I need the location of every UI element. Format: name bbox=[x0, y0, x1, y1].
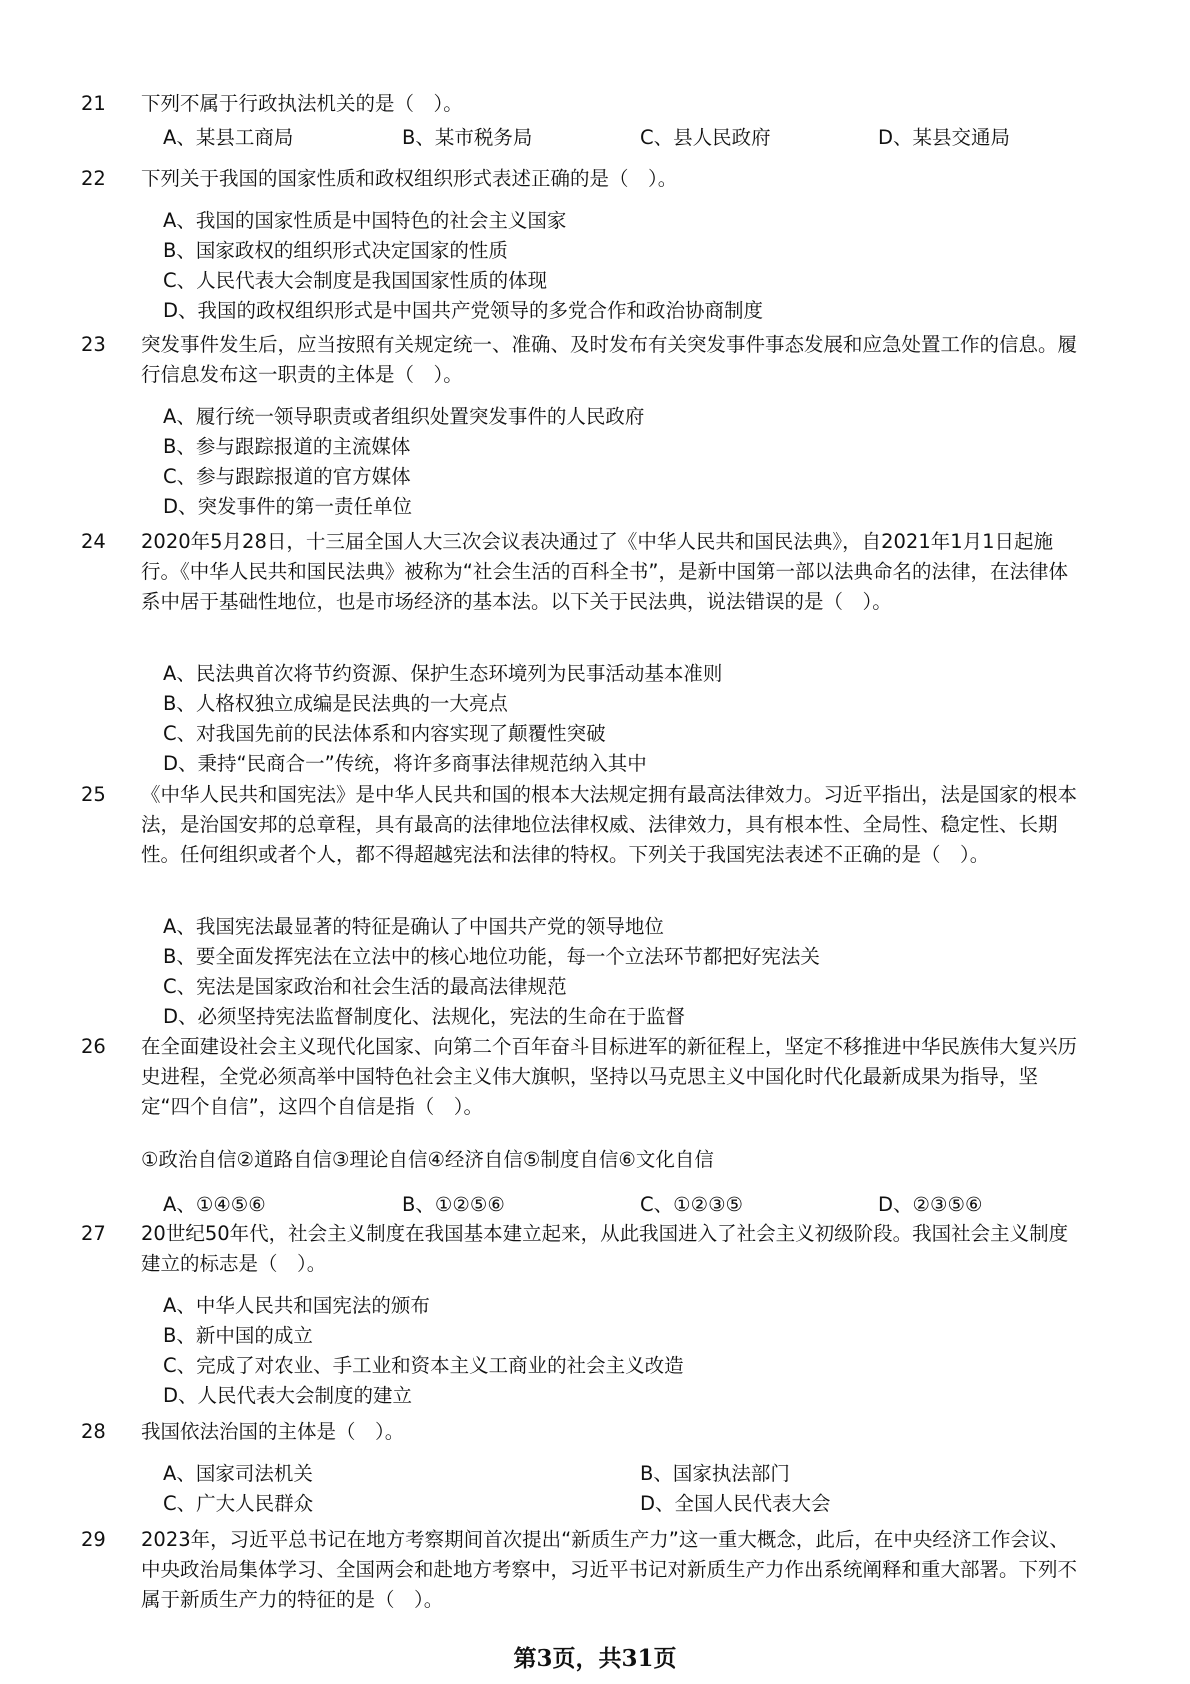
question-stem: 在全面建设社会主义现代化国家、向第二个百年奋斗目标进军的新征程上，坚定不移推进中华民族伟大复兴历史进程，全党必须高举中国特色社会主义伟大旗帜，坚持以马克思主义中国化时代化最新成果为指导，坚定“四个自信”，这四个自信是指（ ）。 bbox=[141, 1035, 1078, 1118]
option-c: C、广大人民群众 bbox=[163, 1492, 314, 1515]
option-a: A、国家司法机关 bbox=[163, 1462, 313, 1485]
option-a: A、中华人民共和国宪法的颁布 bbox=[163, 1294, 430, 1317]
option-c: C、县人民政府 bbox=[640, 126, 771, 149]
question-stem: 下列关于我国的国家性质和政权组织形式表述正确的是（ ）。 bbox=[141, 167, 678, 190]
option-a: A、我国的国家性质是中国特色的社会主义国家 bbox=[163, 209, 567, 232]
option-d: D、②③⑤⑥ bbox=[878, 1193, 983, 1216]
question-stem: 2020年5月28日，十三届全国人大三次会议表决通过了《中华人民共和国民法典》，自2021年1月1日起施行。《中华人民共和国民法典》被称为“社会生活的百科全书”，是新中国第一部以法典命名的法律，在法律体系中居于基础性地位，也是市场经济的基本法。以下关于民法典，说法错误的是（ ）。 bbox=[141, 530, 1068, 613]
option-b: B、国家政权的组织形式决定国家的性质 bbox=[163, 239, 508, 262]
question-number: 24 bbox=[81, 530, 106, 553]
option-a: A、某县工商局 bbox=[163, 126, 294, 149]
option-b: B、新中国的成立 bbox=[163, 1324, 313, 1347]
question-number: 29 bbox=[81, 1528, 106, 1551]
question-number: 21 bbox=[81, 92, 106, 115]
question-number: 27 bbox=[81, 1222, 106, 1245]
option-b: B、要全面发挥宪法在立法中的核心地位功能，每一个立法环节都把好宪法关 bbox=[163, 945, 820, 968]
option-c: C、对我国先前的民法体系和内容实现了颠覆性突破 bbox=[163, 722, 606, 745]
option-d: D、必须坚持宪法监督制度化、法规化，宪法的生命在于监督 bbox=[163, 1005, 686, 1028]
option-d: D、我国的政权组织形式是中国共产党领导的多党合作和政治协商制度 bbox=[163, 299, 764, 322]
question-number: 22 bbox=[81, 167, 106, 190]
option-c: C、参与跟踪报道的官方媒体 bbox=[163, 465, 411, 488]
option-c: C、①②③⑤ bbox=[640, 1193, 744, 1216]
question-number: 25 bbox=[81, 783, 106, 806]
option-b: B、某市税务局 bbox=[402, 126, 533, 149]
question-stem: 20世纪50年代，社会主义制度在我国基本建立起来，从此我国进入了社会主义初级阶段。我国社会主义制度建立的标志是（ ）。 bbox=[141, 1222, 1069, 1275]
question-stem: 《中华人民共和国宪法》是中华人民共和国的根本大法规定拥有最高法律效力。习近平指出，法是国家的根本法，是治国安邦的总章程，具有最高的法律地位法律权威、法律效力，具有根本性、全局性、稳定性、长期性。任何组织或者个人，都不得超越宪法和法律的特权。下列关于我国宪法表述不正确的是（ ）。 bbox=[141, 783, 1078, 866]
option-c: C、人民代表大会制度是我国国家性质的体现 bbox=[163, 269, 548, 292]
page-number-footer: 第3页，共31页 bbox=[513, 1645, 677, 1672]
option-a: A、民法典首次将节约资源、保护生态环境列为民事活动基本准则 bbox=[163, 662, 723, 685]
option-a: A、我国宪法最显著的特征是确认了中国共产党的领导地位 bbox=[163, 915, 664, 938]
option-b: B、参与跟踪报道的主流媒体 bbox=[163, 435, 411, 458]
question-number: 28 bbox=[81, 1420, 106, 1443]
option-b: B、人格权独立成编是民法典的一大亮点 bbox=[163, 692, 508, 715]
option-d: D、全国人民代表大会 bbox=[640, 1492, 831, 1515]
option-c: C、完成了对农业、手工业和资本主义工商业的社会主义改造 bbox=[163, 1354, 684, 1377]
option-a: A、履行统一领导职责或者组织处置突发事件的人民政府 bbox=[163, 405, 645, 428]
option-b: B、国家执法部门 bbox=[640, 1462, 790, 1485]
question-stem: 下列不属于行政执法机关的是（ ）。 bbox=[141, 92, 463, 115]
question-stem: 2023年，习近平总书记在地方考察期间首次提出“新质生产力”这一重大概念，此后，在中央经济工作会议、中央政治局集体学习、全国两会和赴地方考察中，习近平书记对新质生产力作出系统阐释和重大部署。下列不属于新质生产力的特征的是（ ）。 bbox=[141, 1528, 1078, 1611]
question-substem: ①政治自信②道路自信③理论自信④经济自信⑤制度自信⑥文化自信 bbox=[141, 1148, 714, 1171]
question-stem: 我国依法治国的主体是（ ）。 bbox=[141, 1420, 405, 1443]
option-d: D、人民代表大会制度的建立 bbox=[163, 1384, 413, 1407]
question-stem: 突发事件发生后，应当按照有关规定统一、准确、及时发布有关突发事件事态发展和应急处置工作的信息。履行信息发布这一职责的主体是（ ）。 bbox=[141, 333, 1078, 386]
option-b: B、①②⑤⑥ bbox=[402, 1193, 505, 1216]
option-d: D、秉持“民商合一”传统，将许多商事法律规范纳入其中 bbox=[163, 752, 647, 775]
option-c: C、宪法是国家政治和社会生活的最高法律规范 bbox=[163, 975, 567, 998]
question-number: 26 bbox=[81, 1035, 106, 1058]
option-d: D、某县交通局 bbox=[878, 126, 1011, 149]
option-d: D、突发事件的第一责任单位 bbox=[163, 495, 413, 518]
option-a: A、①④⑤⑥ bbox=[163, 1193, 266, 1216]
question-number: 23 bbox=[81, 333, 106, 356]
